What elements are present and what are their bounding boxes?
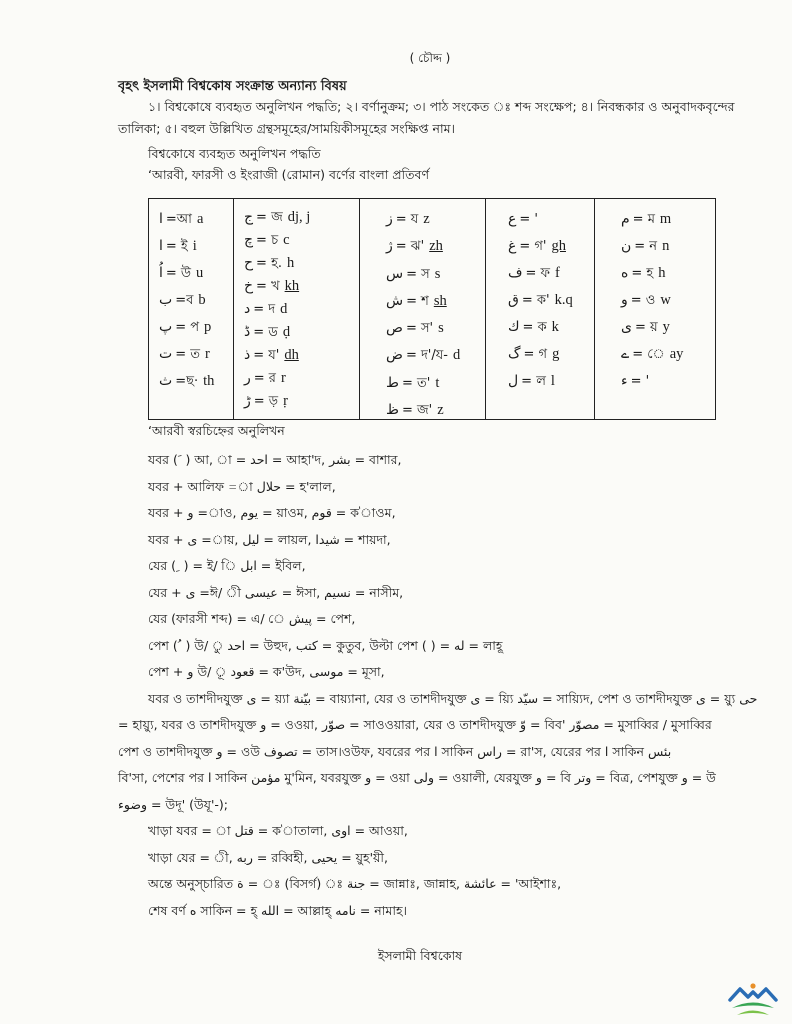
arabic-letter: ش bbox=[386, 292, 404, 309]
arabic-letter: ے bbox=[621, 346, 630, 362]
arabic-letter: س bbox=[386, 265, 404, 282]
bengali-equivalent: = গ bbox=[523, 347, 548, 362]
page-number: ( চৌদ্দ ) bbox=[409, 51, 451, 65]
vowel-rule-line: যবর ও তাশদীদযুক্ত ى = য়্যা بيّنة = বায়্যানা, যের ও তাশদীদযুক্ত ى = য়্যি سيّد = সায়্যিদ, পেশ ও তাশদীদযুক্ত ى = য়্যু حى bbox=[148, 690, 758, 706]
arabic-letter: ا bbox=[159, 211, 163, 227]
arabic-letter: غ bbox=[508, 238, 517, 254]
roman-equivalent: zh bbox=[429, 238, 443, 255]
bengali-equivalent: = দ'/য- bbox=[405, 348, 448, 364]
bengali-equivalent: = ' bbox=[630, 374, 650, 389]
arabic-letter: ڈ bbox=[244, 324, 251, 340]
roman-equivalent: w bbox=[660, 292, 671, 308]
table-entry bbox=[386, 261, 485, 288]
bengali-equivalent: = গ' bbox=[519, 239, 547, 254]
bengali-equivalent: = চ bbox=[256, 233, 279, 248]
arabic-letter: ج bbox=[244, 209, 254, 225]
roman-equivalent: dh bbox=[284, 347, 299, 363]
bengali-equivalent: = ও bbox=[630, 293, 656, 308]
bengali-equivalent: = হ bbox=[631, 266, 654, 281]
table-entry bbox=[508, 314, 594, 341]
table-column-3 bbox=[360, 199, 486, 419]
bengali-equivalent: = ড bbox=[253, 325, 278, 340]
vowel-transliteration-list bbox=[118, 447, 758, 924]
vowel-rule-line: খাড়া যের = ী, ربه = রব্বিহী, يحيى = য়ুহ'য়ী, bbox=[148, 849, 388, 865]
arabic-letter: ل bbox=[508, 373, 519, 389]
arabic-letter: ء bbox=[621, 373, 628, 389]
table-entry bbox=[386, 288, 485, 315]
roman-equivalent: sh bbox=[433, 292, 447, 309]
vowel-rule-line: শেষ বর্ণ ه সাকিন = হ্ الله = আল্লাহ্ نامه = নামাহ। bbox=[148, 902, 407, 918]
table-entry bbox=[159, 368, 233, 395]
table-entry bbox=[508, 341, 594, 368]
bengali-equivalent: =আ bbox=[165, 212, 192, 227]
table-entry bbox=[386, 233, 485, 260]
bengali-equivalent: =ছ· bbox=[175, 374, 199, 389]
roman-equivalent: kh bbox=[284, 278, 300, 294]
bengali-equivalent: = ন bbox=[634, 239, 658, 254]
arabic-letter: و bbox=[621, 292, 628, 308]
roman-equivalent: ṛ bbox=[283, 393, 288, 409]
transliteration-table bbox=[148, 198, 716, 420]
bengali-equivalent: = জ' bbox=[401, 403, 433, 419]
table-entry bbox=[159, 233, 233, 260]
vowel-rule-line: وضوء = উদূ' (উযূ'-); bbox=[118, 796, 228, 812]
roman-equivalent: h bbox=[287, 255, 295, 271]
arabic-letter: ه bbox=[621, 265, 629, 281]
arabic-letter: ض bbox=[386, 347, 403, 364]
roman-equivalent: z bbox=[437, 402, 444, 419]
arabic-letter: ط bbox=[386, 374, 399, 391]
roman-equivalent: k bbox=[551, 319, 559, 335]
roman-equivalent: u bbox=[196, 265, 204, 281]
bengali-equivalent: = ই bbox=[165, 239, 188, 254]
vowel-rule-line: পেশ + و উ/ ূ قعود = ক'উদ, موسى = মূসা, bbox=[148, 664, 385, 679]
roman-equivalent: r bbox=[204, 346, 210, 362]
table-caption: ‘আরবী, ফারসী ও ইংরাজী (রোমান) বর্ণের বাংলা প্রতিবর্ণ bbox=[148, 167, 430, 182]
intro-line: তালিকা; ৫। বহুল উল্লিখিত গ্রন্থসমূহের/সাময়িকীসমূহের সংক্ষিপ্ত নাম। bbox=[118, 121, 455, 136]
vowel-rule-line: পেশ ও তাশদীদযুক্ত و = ওউ تصوف = তাস।ওউফ, যবরের পর ا সাকিন راس = রা'স, যেরের পর ا সাকিন بئس bbox=[118, 743, 672, 759]
arabic-letter: ف bbox=[508, 265, 523, 281]
table-entry bbox=[508, 206, 594, 233]
table-entry bbox=[386, 315, 485, 342]
table-entry bbox=[159, 260, 233, 287]
bengali-equivalent: = ত' bbox=[401, 375, 431, 391]
arabic-letter: ظ bbox=[386, 402, 399, 419]
arabic-letter: ب bbox=[159, 292, 173, 308]
arabic-letter: گ bbox=[508, 346, 521, 362]
roman-equivalent: f bbox=[555, 265, 560, 281]
table-entry bbox=[621, 260, 715, 287]
vowel-rule-line: যবর + আলিফ =া حلال = হ'লাল, bbox=[148, 478, 336, 494]
vowel-rule-line: পেশ ( ُ ) উ/ ু احد = উহুদ, كتب = কুতুব, উল্টা পেশ ( ) = له = লাহূ bbox=[148, 637, 503, 653]
arabic-letter: ڑ bbox=[244, 393, 251, 409]
arabic-letter: ز bbox=[386, 211, 393, 227]
roman-equivalent: k.q bbox=[554, 292, 573, 308]
roman-equivalent: t bbox=[435, 374, 440, 391]
roman-equivalent: dj, j bbox=[287, 209, 311, 225]
bengali-equivalent: = ড় bbox=[253, 394, 279, 409]
arabic-letter: ع bbox=[508, 211, 517, 227]
table-entry bbox=[621, 368, 715, 395]
table-entry bbox=[621, 206, 715, 233]
table-entry bbox=[508, 233, 594, 260]
vowel-rule-line: খাড়া যবর = া قتل = ক'াতালা, اوى = আওয়া, bbox=[148, 823, 408, 838]
bengali-equivalent: = দ bbox=[253, 302, 276, 317]
roman-equivalent: s bbox=[438, 320, 444, 337]
arabic-letter: ص bbox=[386, 320, 403, 337]
table-column-4 bbox=[486, 199, 595, 419]
table-entry bbox=[386, 397, 485, 424]
bengali-equivalent: = ক' bbox=[521, 293, 550, 308]
bengali-equivalent: = য় bbox=[634, 320, 658, 335]
table-entry bbox=[386, 342, 485, 369]
table-entry bbox=[159, 206, 233, 233]
intro-line: ১। বিশ্বকোষে ব্যবহৃত অনুলিখন পদ্ধতি; ২। বর্ণানুক্রম; ৩। পাঠ সংকেত ঃ শব্দ সংক্ষেপ; ৪। নিবন্ধকার ও অনুবাদকবৃন্দের bbox=[148, 99, 735, 114]
roman-equivalent: gh bbox=[551, 238, 566, 254]
table-entry bbox=[244, 252, 359, 275]
vowel-rule-line: যের (ফারসী শব্দ) = এ/ ে پيش = পেশ, bbox=[148, 611, 356, 626]
bengali-equivalent: = খ bbox=[256, 279, 280, 294]
roman-equivalent: m bbox=[659, 211, 672, 227]
arabic-letter: ك bbox=[508, 319, 520, 335]
roman-equivalent: a bbox=[196, 211, 204, 227]
arabic-letter: م bbox=[621, 211, 630, 227]
bengali-equivalent: = জ bbox=[256, 210, 283, 225]
arabic-letter: ح bbox=[244, 255, 254, 271]
arabic-letter: د bbox=[244, 301, 251, 317]
table-entry bbox=[508, 260, 594, 287]
vowel-heading: ‘আরবী স্বরচিহ্নের অনুলিখন bbox=[148, 423, 285, 438]
roman-equivalent: d bbox=[452, 347, 461, 364]
table-entry bbox=[508, 287, 594, 314]
table-entry bbox=[244, 206, 359, 229]
roman-equivalent: s bbox=[434, 265, 441, 282]
bengali-equivalent: = য bbox=[395, 212, 419, 227]
vowel-rule-line: বি'সা, পেশের পর ا সাকিন مؤمن মু'মিন, যবরযুক্ত و = ওয়া ولى = ওয়ালী, যেরযুক্ত و = বি وتر = বিত্র, পেশযুক্ত و = উ bbox=[118, 770, 716, 785]
table-column-5 bbox=[595, 199, 715, 419]
bengali-equivalent: = শ bbox=[406, 293, 429, 309]
bengali-equivalent: =ব bbox=[175, 293, 194, 308]
bengali-equivalent: = ক bbox=[522, 320, 547, 335]
arabic-letter: ث bbox=[159, 373, 173, 389]
bengali-equivalent: = য' bbox=[253, 348, 280, 363]
arabic-letter: خ bbox=[244, 278, 254, 294]
arabic-letter: اُ bbox=[159, 265, 163, 281]
table-entry bbox=[244, 390, 359, 413]
vowel-rule-line: = হায়্যু, যবর ও তাশদীদযুক্ত و = ওওয়া, صوّر = সাওওয়ারা, যের ও তাশদীদযুক্ত وّ = বিব' مصوّر = মুসাব্বির / মুসাব্বির bbox=[118, 717, 712, 732]
table-entry bbox=[244, 344, 359, 367]
footer-text: ইসলামী বিশ্বকোষ bbox=[377, 948, 463, 963]
roman-equivalent: d bbox=[280, 301, 288, 317]
vowel-rule-line: যবর ( َ ) আ, া = احد = আহা'দ, بشر = বাশার, bbox=[148, 452, 402, 467]
arabic-letter: ر bbox=[244, 370, 251, 386]
roman-equivalent: th bbox=[203, 373, 215, 389]
bengali-equivalent: = স' bbox=[405, 321, 434, 337]
section-heading: বিশ্বকোষে ব্যবহৃত অনুলিখন পদ্ধতি bbox=[148, 146, 321, 161]
arabic-letter: ن bbox=[621, 238, 632, 254]
roman-equivalent: y bbox=[662, 319, 670, 335]
table-entry bbox=[244, 298, 359, 321]
bengali-equivalent: = ম bbox=[632, 212, 655, 227]
table-entry bbox=[244, 321, 359, 344]
arabic-letter: ق bbox=[508, 292, 519, 308]
roman-equivalent: g bbox=[552, 346, 560, 362]
table-entry bbox=[159, 287, 233, 314]
roman-equivalent: i bbox=[192, 238, 197, 254]
table-column-2 bbox=[234, 199, 360, 419]
arabic-letter: ت bbox=[159, 346, 173, 362]
table-entry bbox=[244, 367, 359, 390]
bengali-equivalent: = উ bbox=[165, 266, 192, 281]
roman-equivalent: ay bbox=[669, 346, 684, 362]
table-entry bbox=[621, 287, 715, 314]
table-entry bbox=[621, 233, 715, 260]
table-entry bbox=[244, 275, 359, 298]
table-entry bbox=[244, 229, 359, 252]
bengali-equivalent: = ফ bbox=[525, 266, 551, 281]
page-title: বৃহৎ ইসলামী বিশ্বকোষ সংক্রান্ত অন্যান্য বিষয় bbox=[118, 79, 347, 94]
bengali-equivalent: = র bbox=[253, 371, 276, 386]
table-entry bbox=[386, 370, 485, 397]
islamic-encyclopedia-logo-icon bbox=[726, 980, 780, 1020]
vowel-rule-line: যের + ى =ঈ/ ী عيسى = ঈসা, نسيم = নাসীম, bbox=[148, 584, 404, 600]
arabic-letter: چ bbox=[244, 232, 254, 248]
roman-equivalent: z bbox=[423, 211, 430, 227]
vowel-rule-line: যবর + ى =ায়, ليل = লায়ল, شيدا = শায়দা, bbox=[148, 531, 391, 547]
vowel-rule-line: যবর + و =াও, يوم = য়াওম, قوم = ক'াওম, bbox=[148, 505, 396, 520]
arabic-letter: ا bbox=[159, 238, 163, 254]
table-entry bbox=[159, 314, 233, 341]
roman-equivalent: l bbox=[550, 373, 555, 389]
roman-equivalent: h bbox=[658, 265, 666, 281]
arabic-letter: ذ bbox=[244, 347, 251, 363]
arabic-letter: ى bbox=[621, 319, 632, 335]
roman-equivalent: n bbox=[662, 238, 670, 254]
vowel-rule-line: অন্তে অনুস্চারিত ة = ঃ (বিসর্গ) ঃ جنة = জান্নাঃ, জান্নাহ, عائشة = 'আইশাঃ, bbox=[148, 876, 562, 891]
arabic-letter: پ bbox=[159, 319, 173, 335]
bengali-equivalent: = ঝ' bbox=[395, 239, 425, 255]
table-entry bbox=[508, 368, 594, 395]
arabic-letter: ژ bbox=[386, 238, 393, 255]
vowel-rule-line: যের ( ِ ) = ই/ ি ابل = ইবিল, bbox=[148, 558, 306, 573]
roman-equivalent: p bbox=[204, 319, 212, 335]
bengali-equivalent: = ত bbox=[175, 347, 200, 362]
roman-equivalent: b bbox=[198, 292, 206, 308]
table-column-1 bbox=[149, 199, 234, 419]
bengali-equivalent: = স bbox=[406, 266, 430, 282]
roman-equivalent: ḍ bbox=[282, 324, 291, 340]
bengali-equivalent: = হ. bbox=[256, 256, 283, 271]
roman-equivalent: c bbox=[283, 232, 290, 248]
table-entry bbox=[621, 341, 715, 368]
bengali-equivalent: = ' bbox=[519, 212, 538, 227]
table-entry bbox=[621, 314, 715, 341]
bengali-equivalent: = ল bbox=[521, 374, 546, 389]
bengali-equivalent: = ে bbox=[632, 347, 665, 362]
bengali-equivalent: = প bbox=[175, 320, 200, 335]
roman-equivalent: r bbox=[280, 370, 286, 386]
table-entry bbox=[159, 341, 233, 368]
table-entry bbox=[386, 206, 485, 233]
